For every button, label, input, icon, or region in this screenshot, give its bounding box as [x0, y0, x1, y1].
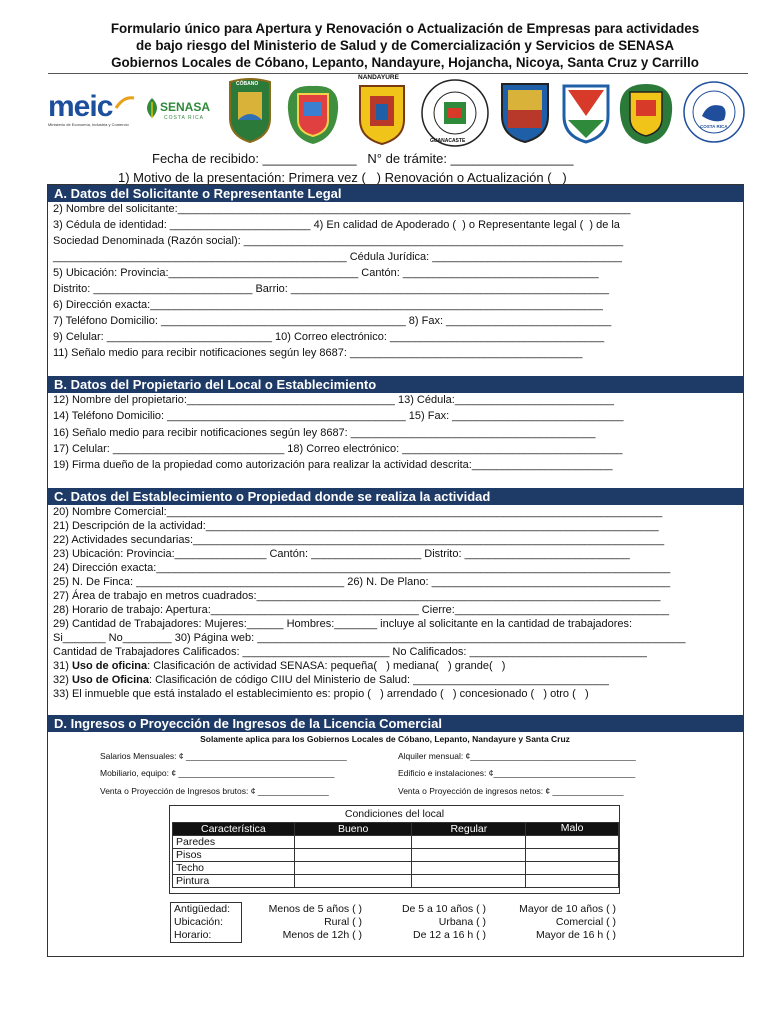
extra-col-2[interactable] [370, 903, 486, 942]
form-title [60, 20, 750, 71]
senasa-leaf-icon [142, 96, 162, 120]
cell-malo[interactable] [526, 836, 619, 849]
cell-regular[interactable] [412, 862, 526, 875]
option-urbana[interactable]: Urbana ( ) [438, 916, 486, 928]
field-ubicacion-c[interactable]: 23) Ubicación: Provincia:_______________ Cantón: __________________ Distrito: ___________________________ [53, 548, 630, 560]
section-b-header: B. Datos del Propietario del Local o Establecimiento [48, 376, 744, 393]
field-notificaciones-a[interactable]: 11) Señalo medio para recibir notificaciones según ley 8687: ______________________________________ [53, 347, 583, 359]
cell-regular[interactable] [412, 849, 526, 862]
field-ubicacion-a[interactable]: 5) Ubicación: Provincia:_______________________________ Cantón: ________________________________ [53, 267, 599, 279]
option-5-10[interactable]: De 5 a 10 años ( ) [401, 903, 486, 915]
field-cantidad-trabajadores[interactable]: 29) Cantidad de Trabajadores: Mujeres:______ Hombres:_______ incluye al solicitante en la cantidad de trabajadores: [53, 618, 633, 630]
field-descripcion-actividad[interactable]: 21) Descripción de la actividad:__________________________________________________________________________ [53, 520, 659, 532]
option-rural[interactable]: Rural ( ) [324, 916, 362, 928]
senasa-logo [142, 94, 210, 130]
option-menos-12h[interactable]: Menos de 12h ( ) [282, 929, 362, 941]
santa-cruz-shield [558, 80, 614, 144]
title-line-2: de bajo riesgo del Ministerio de Salud y de Comercialización y Servicios de SENASA [135, 38, 675, 53]
carrillo-shield [616, 78, 676, 146]
field-alquiler[interactable]: Alquiler mensual: ¢___________________________________ [398, 751, 636, 761]
fecha-recibido-line: Fecha de recibido: _____________ N° de trámite: _________________ [152, 151, 574, 166]
field-celular-b[interactable]: 17) Celular: ____________________________ 18) Correo electrónico: ____________________________________ [53, 443, 623, 455]
field-horario-trabajo[interactable]: 28) Horario de trabajo: Apertura:__________________________________ Cierre:___________________________________ [53, 604, 669, 616]
meic-logo-subtitle: Ministerio de Economía, Industria y Comercio [48, 122, 129, 127]
field-actividades-secundarias[interactable]: 22) Actividades secundarias:_____________________________________________________________________________ [53, 534, 665, 546]
condiciones-box [169, 805, 620, 894]
cell-bueno[interactable] [294, 875, 412, 888]
uso-oficina-32-label: Uso de Oficina [71, 674, 149, 686]
field-cedula-juridica[interactable]: ________________________________________________ Cédula Jurídica: _______________________________ [53, 251, 622, 263]
extra-labels-box [170, 902, 242, 943]
cell-regular[interactable] [412, 836, 526, 849]
field-edificio[interactable]: Edificio e instalaciones: ¢______________________________ [398, 768, 636, 778]
field-area-trabajo[interactable]: 27) Área de trabajo en metros cuadrados:__________________________________________________________________ [53, 590, 661, 602]
condiciones-table [172, 822, 619, 888]
field-nombre-propietario[interactable]: 12) Nombre del propietario:__________________________________ 13) Cédula:__________________________ [53, 394, 614, 406]
field-nombre-solicitante[interactable]: 2) Nombre del solicitante:__________________________________________________________________________ [53, 203, 631, 215]
nandayure-label: NANDAYURE [358, 74, 399, 81]
senasa-logo-subtitle: COSTA RICA [164, 115, 204, 121]
senasa-logo-text: SENASA [160, 100, 211, 114]
field-direccion-c[interactable]: 24) Dirección exacta:____________________________________________________________________________________ [53, 562, 671, 574]
section-d-subtitle: Solamente aplica para los Gobiernos Locales de Cóbano, Lepanto, Nandayure y Santa Cruz [200, 734, 570, 744]
label-antiguedad: Antigüedad: [174, 903, 231, 915]
field-uso-oficina-senasa[interactable] [53, 660, 505, 673]
uso-oficina-31-num: 31) [53, 660, 72, 672]
cell-malo[interactable] [526, 862, 619, 875]
cobano-shield [224, 78, 276, 144]
col-caracteristica: Característica [173, 823, 295, 836]
cell-bueno[interactable] [294, 862, 412, 875]
field-notificaciones-b[interactable]: 16) Señalo medio para recibir notificaciones según ley 8687: ________________________________________ [53, 427, 596, 439]
uso-oficina-32-num: 32) [53, 674, 72, 686]
uso-oficina-32-rest: : Clasificación de código CIIU del Ministerio de Salud: ________________________________ [149, 674, 609, 686]
field-distrito-a[interactable]: Distrito: __________________________ Barrio: ____________________________________________________ [53, 283, 610, 295]
option-12-16h[interactable]: De 12 a 16 h ( ) [413, 929, 486, 941]
row-label-pisos: Pisos [173, 849, 295, 862]
table-row [173, 875, 619, 888]
table-row [173, 862, 619, 875]
field-inmueble[interactable]: 33) El inmueble que está instalado el establecimiento es: propio ( ) arrendado ( ) concesionado ( ) otro ( ) [53, 688, 589, 700]
logos-row [44, 74, 744, 148]
extra-col-1[interactable] [244, 903, 362, 942]
table-row [173, 849, 619, 862]
uso-oficina-31-label: Uso de oficina [71, 660, 148, 672]
guanacaste-label: GUANACASTE [430, 138, 466, 144]
cell-bueno[interactable] [294, 849, 412, 862]
ministerio-salud-seal-icon [682, 80, 746, 144]
field-salarios[interactable]: Salarios Mensuales: ¢ __________________________________ [100, 751, 347, 761]
lepanto-shield [284, 80, 342, 146]
label-ubicacion: Ubicación: [174, 916, 224, 928]
condiciones-header-row [173, 823, 619, 836]
option-comercial[interactable]: Comercial ( ) [555, 916, 616, 928]
table-row [173, 836, 619, 849]
field-celular-a[interactable]: 9) Celular: ___________________________ 10) Correo electrónico: ___________________________________ [53, 331, 605, 343]
nicoya-shield-icon [496, 78, 554, 144]
meic-logo-text: meic [48, 90, 113, 123]
cell-malo[interactable] [526, 849, 619, 862]
section-c-header: C. Datos del Establecimiento o Propiedad donde se realiza la actividad [48, 488, 744, 505]
hojancha-seal [418, 78, 492, 148]
santa-cruz-shield-icon [558, 80, 614, 144]
cell-regular[interactable] [412, 875, 526, 888]
field-sociedad[interactable]: Sociedad Denominada (Razón social): ______________________________________________________________ [53, 235, 624, 247]
condiciones-title: Condiciones del local [344, 808, 445, 820]
nandayure-shield-icon [350, 82, 414, 148]
uso-oficina-31-rest: : Clasificación de actividad SENASA: pequeña( ) mediana( ) grande( ) [147, 660, 506, 672]
section-a-header: A. Datos del Solicitante o Representante Legal [48, 185, 744, 202]
field-uso-oficina-ciiu[interactable] [53, 674, 609, 687]
lepanto-shield-icon [284, 80, 342, 146]
nicoya-shield [496, 78, 554, 144]
field-nombre-comercial[interactable]: 20) Nombre Comercial:_________________________________________________________________________________ [53, 506, 663, 518]
meic-swoosh-icon [114, 94, 136, 112]
carrillo-shield-icon [616, 78, 676, 146]
cell-bueno[interactable] [294, 836, 412, 849]
title-line-1: Formulario único para Apertura y Renovación o Actualización de Empresas para actividades [110, 21, 700, 36]
field-direccion-a[interactable]: 6) Dirección exacta:__________________________________________________________________________ [53, 299, 603, 311]
field-ingresos-brutos[interactable]: Venta o Proyección de Ingresos brutos: ¢ _______________ [100, 786, 329, 796]
row-label-paredes: Paredes [173, 836, 295, 849]
col-regular: Regular [412, 823, 526, 836]
col-bueno: Bueno [294, 823, 412, 836]
row-label-techo: Techo [173, 862, 295, 875]
cobano-label: CÓBANO [236, 81, 259, 87]
field-ingresos-netos[interactable]: Venta o Proyección de ingresos netos: ¢ _______________ [398, 786, 624, 796]
nandayure-shield [350, 74, 414, 146]
field-finca-plano[interactable]: 25) N. De Finca: __________________________________ 26) N. De Plano: _______________________________________ [53, 576, 671, 588]
field-telefono-a[interactable]: 7) Teléfono Domicilio: ________________________________________ 8) Fax: ___________________________ [53, 315, 612, 327]
field-pagina-web[interactable]: Si_______ No________ 30) Página web: ______________________________________________________________________ [53, 632, 686, 644]
title-line-3: Gobiernos Locales de Cóbano, Lepanto, Nandayure, Hojancha, Nicoya, Santa Cruz y Carrillo [111, 55, 699, 70]
field-firma-dueno[interactable]: 19) Firma dueño de la propiedad como autorización para realizar la actividad descrita:_______________________ [53, 459, 613, 471]
ministerio-salud-seal [682, 80, 746, 144]
field-telefono-b[interactable]: 14) Teléfono Domicilio: _______________________________________ 15) Fax: ____________________________ [53, 410, 624, 422]
cobano-shield-icon [224, 78, 276, 144]
extra-col-3[interactable] [494, 903, 616, 942]
field-cedula-identidad[interactable]: 3) Cédula de identidad: _______________________ 4) En calidad de Apoderado ( ) o Representante legal ( ) de la [53, 219, 620, 231]
col-malo: Malo [526, 823, 619, 836]
field-mobiliario[interactable]: Mobiliario, equipo: ¢ _________________________________ [100, 768, 335, 778]
option-mayor-10[interactable]: Mayor de 10 años ( ) [519, 903, 616, 915]
field-calificados[interactable]: Cantidad de Trabajadores Calificados: ________________________ No Calificados: _____________________________ [53, 646, 647, 658]
label-horario: Horario: [174, 929, 212, 941]
option-menos-5[interactable]: Menos de 5 años ( ) [268, 903, 362, 915]
motivo-line: 1) Motivo de la presentación: Primera vez ( ) Renovación o Actualización ( ) [118, 170, 567, 185]
section-d-header: D. Ingresos o Proyección de Ingresos de la Licencia Comercial [48, 715, 744, 732]
option-mayor-16h[interactable]: Mayor de 16 h ( ) [536, 929, 616, 941]
meic-logo [48, 92, 138, 132]
row-label-pintura: Pintura [173, 875, 295, 888]
cell-malo[interactable] [526, 875, 619, 888]
costa-rica-label: COSTA RICA [700, 124, 728, 129]
